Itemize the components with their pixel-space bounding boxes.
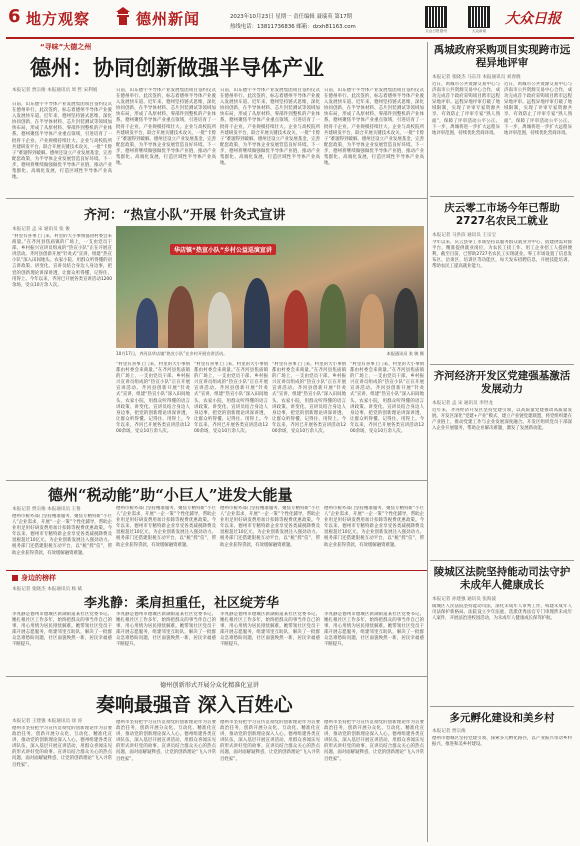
lead-body: 日前，山东德宇半导体产业发展集团项目签约仪式在德州举行。此次签约，标志着德州半导体产业驶入发展快车道。近年来，德州坚持链式思维，深化协同创新，在半导体材料、芯片封装测试等领域加快布局，形成了从原材料、零部件到整机的产业体系。德州聚焦半导体产业重点领域，引进培育了一批骨干企业，产业规模持续壮大。企业与高校院所共建研发平台，联合开展关键技术攻关，一批“卡脖子”难题得到破解。德州还设立产业发展基金，完善配套政策，为半导体企业发展营造良好环境。下一步，德州将继续做强做优半导体产业链，推动产业集群化、高端化发展，打造区域性半导体产业高地。	[12, 102, 112, 181]
lead-headline: 德州：协同创新做强半导体产业	[30, 55, 324, 80]
right-mid-byline-4: 本报记者 贾宗俊	[432, 729, 466, 734]
section-divider	[6, 198, 427, 199]
mid-byline: 本报记者 孟 宋 通讯员 张 俊	[12, 227, 70, 232]
right-top-title: 禹城政府采购项目实现跨市远程异地评审	[433, 44, 571, 69]
lead-kicker: “寻味”大德之州	[40, 43, 92, 51]
section-divider	[430, 560, 574, 561]
photo-figure	[208, 292, 232, 348]
photo-figure	[360, 294, 384, 348]
bottom-body: 德州市坚持把学习宣传贯彻党的创新理论作为首要政治任务，创新开展分众化、互动化、精准化宣讲，推动党的创新理论深入人心。德州组建各类宣讲队伍，深入基层开展宣讲活动，用群众喜闻乐见的形式讲好党的故事。宣讲员结合群众关心的热点问题，面对面解疑释惑，让党的创新理论“飞入寻常百姓家”。	[116, 720, 216, 762]
newspaper-logo: 大众日报	[505, 11, 561, 27]
qr-code-icon	[425, 6, 447, 28]
pagoda-icon	[113, 6, 133, 26]
tax-body: 德州市税务部门坚持精准服务，聚焦专精特新“小巨人”企业需求，开展“一企一策”个性化辅导，帮助企业用足用好研发费用加计扣除等税费优惠政策。今年以来，德州市专精特新企业享受各类减税降费及退税超过10亿元，为企业创新发展注入强劲动力。税务部门还搭建银税互动平台，以“税”授“信”，帮助企业获得贷款，有效缓解融资难题。	[324, 506, 424, 548]
right-mid-byline-1: 本报记者 马洪滨 通讯员 王宗宝	[432, 233, 497, 238]
right-top-body: 近日，禹城市公共资源交易中心与济南市公共资源交易中心合作，成功完成首个政府采购项目跨市远程异地评审。远程异地评审打破了地域限制，实现了评审专家资源共享，有效防止了评审专家“熟人熟面”，保障了评审活动公平公正。下一步，禹城将进一步扩大远程异地评审范围，持续优化营商环境。	[432, 82, 500, 136]
issue-meta: 2023年10月23日 星期一 责任编辑 聂瑞英 第17期	[230, 14, 353, 20]
mid-body: “村里有喜事上门来，村里的大小事情都由村委会来商量。”在齐河县焦庙镇的广场上，一支由党员干部、乡村振兴宣讲员组成的“热宣小队”正在开展宣讲活动。齐河县创新开展“针灸式”宣讲，组建“热宣小队”深入田间地头、农家小院，用群众听得懂的语言讲政策、讲变化。宣讲员结合身边人身边事，把党的创新理论讲深讲透，让群众听得懂、记得住、用得上。今年以来，齐河已开展各类宣讲活动1200余场，受众10万余人次。	[194, 362, 268, 435]
right-top-body: 近日，禹城市公共资源交易中心与济南市公共资源交易中心合作，成功完成首个政府采购项目跨市远程异地评审。远程异地评审打破了地域限制，实现了评审专家资源共享，有效防止了评审专家“熟人熟面”，保障了评审活动公平公正。下一步，禹城将进一步扩大远程异地评审范围，持续优化营商环境。	[504, 82, 572, 136]
right-mid-byline-3: 本报记者 孙建强 通讯员 张海波	[432, 597, 497, 602]
neighbor-headline: 李兆静：柔肩担重任，社区绽芳华	[84, 596, 280, 611]
photo-caption: 10月17日，齐河县华店镇“热宣小队”在乡村开展宣讲活动。	[116, 351, 228, 356]
neighbor-body: 李兆静是德州市德城区新湖街道某社区党委书记。她扎根社区工作多年，始终把群众的事当作自己的事，用心用情为居民排忧解难。她带领社区党员干部开展志愿服务，组建邻里互助队，解决了一批群众急难愁盼问题，社区面貌焕然一新，居民幸福感不断提升。	[116, 612, 216, 648]
tax-headline: 德州“税动能”助“小巨人”进发大能量	[48, 486, 293, 504]
neighbor-body: 李兆静是德州市德城区新湖街道某社区党委书记。她扎根社区工作多年，始终把群众的事当作自己的事，用心用情为居民排忧解难。她带领社区党员干部开展志愿服务，组建邻里互助队，解决了一批群众急难愁盼问题，社区面貌焕然一新，居民幸福感不断提升。	[324, 612, 424, 648]
tax-byline: 本报记者 贾宗俊 本报通讯员 王鲁	[12, 507, 81, 512]
lead-body: 日前，山东德宇半导体产业发展集团项目签约仪式在德州举行。此次签约，标志着德州半导体产业驶入发展快车道。近年来，德州坚持链式思维，深化协同创新，在半导体材料、芯片封装测试等领域加快布局，形成了从原材料、零部件到整机的产业体系。德州聚焦半导体产业重点领域，引进培育了一批骨干企业，产业规模持续壮大。企业与高校院所共建研发平台，联合开展关键技术攻关，一批“卡脖子”难题得到破解。德州还设立产业发展基金，完善配套政策，为半导体企业发展营造良好环境。下一步，德州将继续做强做优半导体产业链，推动产业集群化、高端化发展，打造区域性半导体产业高地。	[220, 88, 320, 167]
section-divider	[430, 196, 574, 197]
right-mid-title-1: 庆云零工市场今年已帮助2727名农民工就业	[444, 202, 560, 227]
neighbor-body: 李兆静是德州市德城区新湖街道某社区党委书记。她扎根社区工作多年，始终把群众的事当作自己的事，用心用情为居民排忧解难。她带领社区党员干部开展志愿服务，组建邻里互助队，解决了一批群众急难愁盼问题，社区面貌焕然一新，居民幸福感不断提升。	[12, 612, 112, 648]
column-divider	[427, 42, 428, 842]
right-mid-title-2: 齐河经济开发区党建强基激活发展动力	[433, 370, 571, 395]
bottom-body: 德州市坚持把学习宣传贯彻党的创新理论作为首要政治任务，创新开展分众化、互动化、精准化宣讲，推动党的创新理论深入人心。德州组建各类宣讲队伍，深入基层开展宣讲活动，用群众喜闻乐见的形式讲好党的故事。宣讲员结合群众关心的热点问题，面对面解疑释惑，让党的创新理论“飞入寻常百姓家”。	[12, 726, 112, 768]
bottom-headline: 奏响最强音 深入百姓心	[96, 694, 293, 716]
section-divider	[6, 480, 427, 481]
tax-body: 德州市税务部门坚持精准服务，聚焦专精特新“小巨人”企业需求，开展“一企一策”个性化辅导，帮助企业用足用好研发费用加计扣除等税费优惠政策。今年以来，德州市专精特新企业享受各类减税降费及退税超过10亿元，为企业创新发展注入强劲动力。税务部门还搭建银税互动平台，以“税”授“信”，帮助企业获得贷款，有效缓解融资难题。	[220, 506, 320, 548]
neighbor-body: 李兆静是德州市德城区新湖街道某社区党委书记。她扎根社区工作多年，始终把群众的事当作自己的事，用心用情为居民排忧解难。她带领社区党员干部开展志愿服务，组建邻里互助队，解决了一批群众急难愁盼问题，社区面貌焕然一新，居民幸福感不断提升。	[220, 612, 320, 648]
neighbor-tag: 身边的榜样	[21, 574, 56, 582]
right-mid-body-4: 德州市德城区坚持党建引领，探索多元孵化路径，以产业振兴带动乡村振兴，推进和美乡村建设。	[432, 736, 572, 748]
section-divider	[6, 570, 427, 571]
tag-square-icon	[12, 575, 18, 581]
photo-credit: 本报通讯员 张 敏 摄	[386, 351, 424, 356]
right-top-byline: 本报记者 张晓杰 马东洋 本报通讯员 刘春晓	[432, 75, 521, 80]
right-mid-title-3: 陵城区法院坚持能动司法守护未成年人健康成长	[433, 566, 571, 591]
page-number: 6	[8, 6, 21, 27]
right-mid-body-1: 今年以来，庆云县零工市场坚持以服务群众就业为中心，搭建供需对接平台，精准提供就业岗位，为农民工找工作、用工企业招工人提供便利。截至目前，已帮助2727名农民工实现就业。零工市场设置了信息发布区、洽谈区、培训区等功能区，每天发布招聘信息，开展技能培训，帮助农民工提高就业能力。	[432, 240, 572, 270]
mid-headline: 齐河：“热宣小队”开展 针灸式宣讲	[84, 208, 286, 223]
photo-figure	[320, 284, 346, 348]
photo-figure	[136, 298, 158, 348]
bottom-kicker: 德州创新形式开展分众化精准化宣讲	[160, 682, 259, 689]
mid-body: “村里有喜事上门来，村里的大小事情都由村委会来商量。”在齐河县焦庙镇的广场上，一支由党员干部、乡村振兴宣讲员组成的“热宣小队”正在开展宣讲活动。齐河县创新开展“针灸式”宣讲，组建“热宣小队”深入田间地头、农家小院，用群众听得懂的语言讲政策、讲变化。宣讲员结合身边人身边事，把党的创新理论讲深讲透，让群众听得懂、记得住、用得上。今年以来，齐河已开展各类宣讲活动1200余场，受众10万余人次。	[272, 362, 346, 435]
bottom-byline: 本报记者 王建强 本报通讯员 徐 涛	[12, 719, 83, 724]
photo-figure	[394, 288, 418, 348]
section-name: 地方观察	[26, 10, 91, 28]
qr-code-label: 大众日报德州	[425, 29, 447, 33]
neighbor-byline: 本报记者 张晓杰 本报通讯员 杨 斌	[12, 587, 83, 592]
photo-banner: 华店镇“热宣小队”乡村公益巡演宣讲	[170, 244, 276, 255]
right-mid-byline-2: 本报记者 孟 宋 通讯员 李世龙	[432, 401, 493, 406]
photo-figure	[284, 290, 308, 348]
tax-body: 德州市税务部门坚持精准服务，聚焦专精特新“小巨人”企业需求，开展“一企一策”个性化辅导，帮助企业用足用好研发费用加计扣除等税费优惠政策。今年以来，德州市专精特新企业享受各类减税降费及退税超过10亿元，为企业创新发展注入强劲动力。税务部门还搭建银税互动平台，以“税”授“信”，帮助企业获得贷款，有效缓解融资难题。	[116, 506, 216, 548]
mid-body: “村里有喜事上门来，村里的大小事情都由村委会来商量。”在齐河县焦庙镇的广场上，一支由党员干部、乡村振兴宣讲员组成的“热宣小队”正在开展宣讲活动。齐河县创新开展“针灸式”宣讲，组建“热宣小队”深入田间地头、农家小院，用群众听得懂的语言讲政策、讲变化。宣讲员结合身边人身边事，把党的创新理论讲深讲透，让群众听得懂、记得住、用得上。今年以来，齐河已开展各类宣讲活动1200余场，受众10万余人次。	[350, 362, 424, 435]
mid-photo	[116, 226, 424, 348]
section-divider	[430, 706, 574, 707]
right-mid-body-3: 陵城区人民法院坚持能动司法，深化未成年人审判工作，构建未成年人司法保护新格局。法院设立少年法庭，选派优秀法官专门审理涉未成年人案件，开展法治进校园活动，为未成年人健康成长保驾护航。	[432, 604, 572, 622]
mid-body: “村里有喜事上门来，村里的大小事情都由村委会来商量。”在齐河县焦庙镇的广场上，一支由党员干部、乡村振兴宣讲员组成的“热宣小队”正在开展宣讲活动。齐河县创新开展“针灸式”宣讲，组建“热宣小队”深入田间地头、农家小院，用群众听得懂的语言讲政策、讲变化。宣讲员结合身边人身边事，把党的创新理论讲深讲透，让群众听得懂、记得住、用得上。今年以来，齐河已开展各类宣讲活动1200余场，受众10万余人次。	[12, 234, 112, 288]
mid-body: “村里有喜事上门来，村里的大小事情都由村委会来商量。”在齐河县焦庙镇的广场上，一支由党员干部、乡村振兴宣讲员组成的“热宣小队”正在开展宣讲活动。齐河县创新开展“针灸式”宣讲，组建“热宣小队”深入田间地头、农家小院，用群众听得懂的语言讲政策、讲变化。宣讲员结合身边人身边事，把党的创新理论讲深讲透，让群众听得懂、记得住、用得上。今年以来，齐河已开展各类宣讲活动1200余场，受众10万余人次。	[116, 362, 190, 435]
photo-figure	[244, 278, 270, 348]
hotline-meta: 热线电话：13811736836 邮箱：dzxh81163.com	[230, 24, 356, 30]
right-mid-body-2: 近年来，齐河经济开发区坚持党建引领，以高质量党建推动高质量发展。开发区深化“党建+产业”模式，建立产业链党建联盟，将党组织建在产业链上，推动党建工作与企业发展深度融合。开发区组织党员干部深入企业开展服务，帮助企业解决难题，激发了发展新动能。	[432, 408, 572, 432]
photo-figure	[168, 286, 194, 348]
lead-body: 日前，山东德宇半导体产业发展集团项目签约仪式在德州举行。此次签约，标志着德州半导体产业驶入发展快车道。近年来，德州坚持链式思维，深化协同创新，在半导体材料、芯片封装测试等领域加快布局，形成了从原材料、零部件到整机的产业体系。德州聚焦半导体产业重点领域，引进培育了一批骨干企业，产业规模持续壮大。企业与高校院所共建研发平台，联合开展关键技术攻关，一批“卡脖子”难题得到破解。德州还设立产业发展基金，完善配套政策，为半导体企业发展营造良好环境。下一步，德州将继续做强做优半导体产业链，推动产业集群化、高端化发展，打造区域性半导体产业高地。	[324, 88, 424, 167]
section-divider	[430, 364, 574, 365]
right-mid-title-4: 多元孵化建设和美乡村	[449, 712, 555, 724]
qr-code-label: 大众新闻	[471, 29, 487, 33]
tax-body: 德州市税务部门坚持精准服务，聚焦专精特新“小巨人”企业需求，开展“一企一策”个性化辅导，帮助企业用足用好研发费用加计扣除等税费优惠政策。今年以来，德州市专精特新企业享受各类减税降费及退税超过10亿元，为企业创新发展注入强劲动力。税务部门还搭建银税互动平台，以“税”授“信”，帮助企业获得贷款，有效缓解融资难题。	[12, 514, 112, 556]
lead-body: 日前，山东德宇半导体产业发展集团项目签约仪式在德州举行。此次签约，标志着德州半导体产业驶入发展快车道。近年来，德州坚持链式思维，深化协同创新，在半导体材料、芯片封装测试等领域加快布局，形成了从原材料、零部件到整机的产业体系。德州聚焦半导体产业重点领域，引进培育了一批骨干企业，产业规模持续壮大。企业与高校院所共建研发平台，联合开展关键技术攻关，一批“卡脖子”难题得到破解。德州还设立产业发展基金，完善配套政策，为半导体企业发展营造良好环境。下一步，德州将继续做强做优半导体产业链，推动产业集群化、高端化发展，打造区域性半导体产业高地。	[116, 88, 216, 167]
section-divider	[6, 676, 427, 677]
bottom-body: 德州市坚持把学习宣传贯彻党的创新理论作为首要政治任务，创新开展分众化、互动化、精准化宣讲，推动党的创新理论深入人心。德州组建各类宣讲队伍，深入基层开展宣讲活动，用群众喜闻乐见的形式讲好党的故事。宣讲员结合群众关心的热点问题，面对面解疑释惑，让党的创新理论“飞入寻常百姓家”。	[324, 720, 424, 762]
bottom-body: 德州市坚持把学习宣传贯彻党的创新理论作为首要政治任务，创新开展分众化、互动化、精准化宣讲，推动党的创新理论深入人心。德州组建各类宣讲队伍，深入基层开展宣讲活动，用群众喜闻乐见的形式讲好党的故事。宣讲员结合群众关心的热点问题，面对面解疑释惑，让党的创新理论“飞入寻常百姓家”。	[220, 720, 320, 762]
local-news-title: 德州新闻	[136, 10, 201, 28]
lead-byline: 本报记者 贾宗俊 本报通讯员 周 哲 宋利娟	[12, 88, 98, 93]
qr-code-icon	[468, 6, 490, 28]
masthead-divider	[6, 37, 574, 39]
